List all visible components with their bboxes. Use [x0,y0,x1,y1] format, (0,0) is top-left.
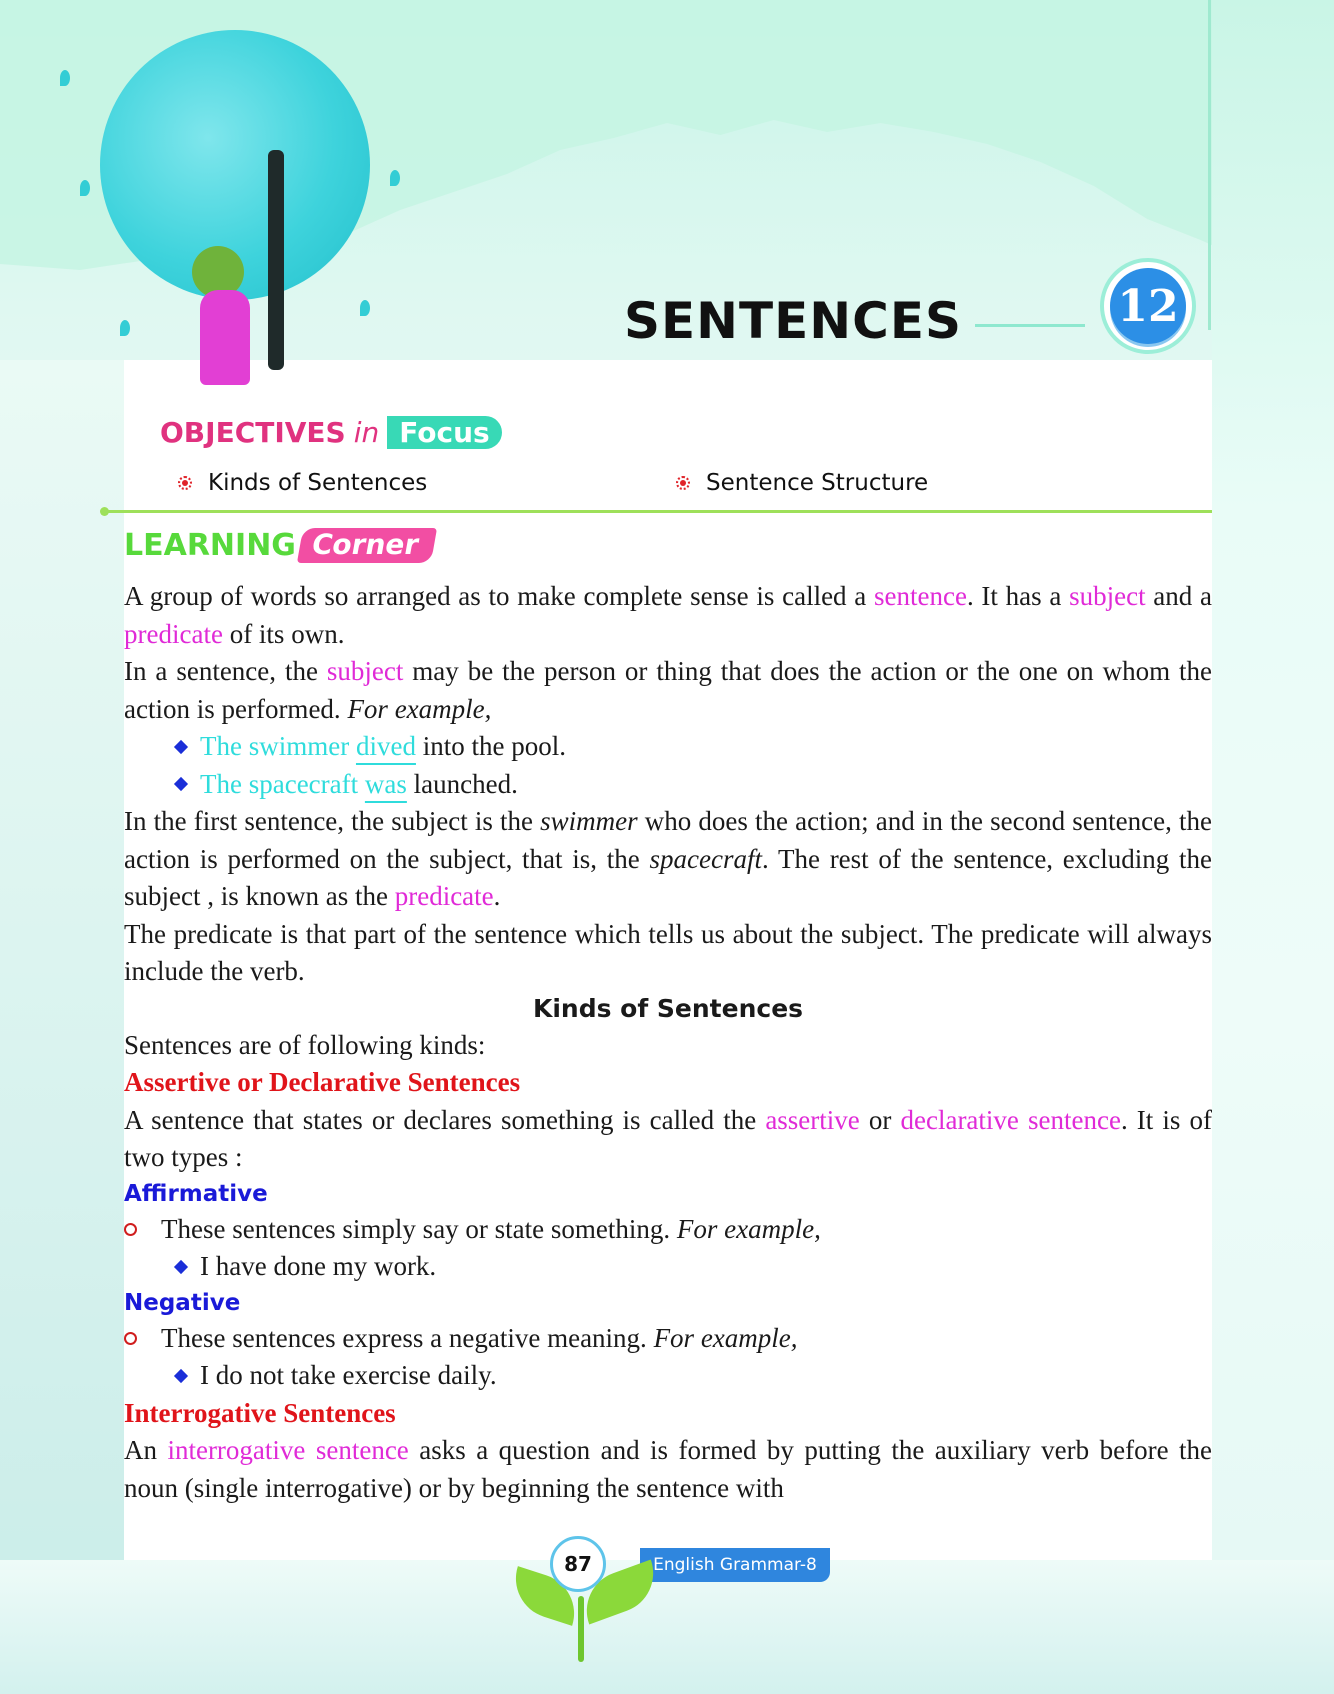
objective-label: Sentence Structure [706,470,929,496]
leaf-icon [390,170,400,186]
objectives-heading [160,416,502,449]
title-divider [975,324,1085,327]
sprout-stem-icon [578,1596,584,1662]
negative-point: These sentences express a negative meaning. For example, [124,1320,1212,1358]
diamond-bullet-icon [174,740,188,754]
example-item: I do not take exercise daily. [124,1357,1212,1395]
example-item: The spacecraft was launched. [124,766,1212,804]
circle-bullet-icon [124,1332,137,1345]
leaf-icon [360,300,370,316]
objectives-in: in [353,416,380,449]
paragraph-interrogative: An interrogative sentence asks a question and is formed by putting the auxiliary verb before the noun (single interrogative) or by beginning the sentence with [124,1435,1212,1503]
assertive-heading: Assertive or Declarative Sentences [124,1067,521,1097]
book-title-banner: English Grammar-8 [640,1548,830,1582]
learning-word: LEARNING [124,528,296,563]
paragraph-explanation: In the first sentence, the subject is the swimmer who does the action; and in the second sentence, the action is performed on the subject, that is, the spacecraft. The rest of the sentence, excluding the subject , is known as the predicate. [124,806,1212,911]
leaf-icon [80,180,90,196]
learning-corner-heading [124,528,434,563]
circle-bullet-icon [124,1223,137,1236]
diamond-bullet-icon [174,1260,188,1274]
page-number: 87 [550,1536,606,1592]
page-footer [490,1536,850,1666]
kinds-heading: Kinds of Sentences [532,993,804,1023]
example-item: The swimmer dived into the pool. [124,728,1212,766]
chapter-number-badge: 12 [1110,268,1186,344]
paragraph-subject: In a sentence, the subject may be the person or thing that does the action or the one on whom the action is performed. For example, [124,656,1213,724]
leaf-icon [120,320,130,336]
girl-body-icon [200,290,250,385]
objectives-word: OBJECTIVES [160,416,346,449]
target-bullet-icon [676,476,690,490]
negative-heading: Negative [124,1289,241,1316]
target-bullet-icon [178,476,192,490]
focus-chip: Focus [387,416,501,449]
right-decorative-strip [1212,0,1334,1694]
girl-tree-globe-illustration [60,20,400,380]
kinds-intro: Sentences are of following kinds: [124,1029,486,1060]
objective-item [676,470,928,496]
paragraph-predicate: The predicate is that part of the sentence which tells us about the subject. The predicate will always include the verb. [124,918,1212,986]
affirmative-heading: Affirmative [124,1180,268,1207]
leaf-icon [60,70,70,86]
left-decorative-strip [0,360,124,1694]
corner-chip: Corner [297,528,437,563]
affirmative-point: These sentences simply say or state something. For example, [124,1211,1212,1249]
paragraph-assertive: A sentence that states or declares something is called the assertive or declarative sentence. It is of two types : [124,1104,1213,1172]
section-divider [104,510,1212,513]
paragraph-definition: A group of words so arranged as to make complete sense is called a sentence. It has a subject and a predicate of its own. [124,581,1213,649]
lesson-body [124,578,1212,1507]
page-title: SENTENCES [624,292,962,350]
objective-label: Kinds of Sentences [208,470,428,496]
objective-item [178,470,427,496]
tree-icon [268,150,284,370]
decorative-vertical-line [1208,0,1211,330]
interrogative-heading: Interrogative Sentences [124,1397,396,1428]
example-item: I have done my work. [124,1248,1212,1286]
diamond-bullet-icon [174,777,188,791]
diamond-bullet-icon [174,1369,188,1383]
